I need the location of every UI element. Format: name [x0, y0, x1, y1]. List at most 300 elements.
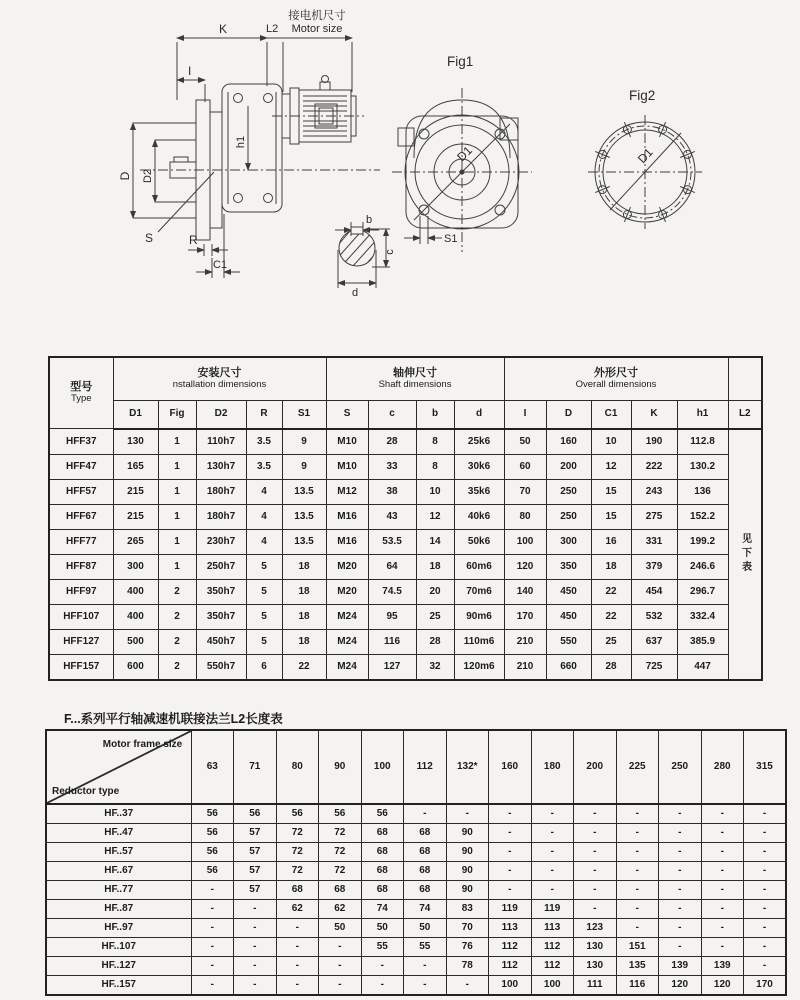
l2-length-value: - — [276, 976, 319, 996]
reducer-type: HFF37 — [49, 429, 113, 455]
l2-length-value: 130 — [574, 957, 617, 976]
dimension-value: 60 — [504, 454, 546, 479]
dimension-value: 18 — [282, 554, 326, 579]
fig1-d1-label: D1 — [454, 143, 475, 165]
l2-length-value: 62 — [319, 900, 362, 919]
l2-length-value: - — [446, 976, 489, 996]
dimension-value: 199.2 — [677, 529, 728, 554]
dimension-value: 112.8 — [677, 429, 728, 455]
column-header-fig: Fig — [158, 400, 196, 429]
dimension-value: 50 — [504, 429, 546, 455]
dimension-value: 10 — [591, 429, 631, 455]
l2-length-value: - — [659, 881, 702, 900]
reductor-type: HF..67 — [46, 862, 191, 881]
dimension-value: M16 — [326, 529, 368, 554]
column-header-s: S — [326, 400, 368, 429]
dimension-value: 35k6 — [454, 479, 504, 504]
l2-length-value: 72 — [276, 824, 319, 843]
l2-length-value: - — [744, 957, 787, 976]
shaft-section-drawing — [332, 222, 390, 288]
l2-length-value: - — [191, 881, 234, 900]
dimension-value: 95 — [368, 604, 416, 629]
dim-label-c1: C1 — [213, 259, 228, 271]
reducer-type: HFF157 — [49, 654, 113, 680]
motor-frame-col-71: 71 — [234, 730, 277, 804]
reducer-type: HFF47 — [49, 454, 113, 479]
table-row — [46, 862, 786, 881]
l2-length-value: 57 — [234, 824, 277, 843]
l2-length-value: - — [489, 881, 532, 900]
reductor-type: HF..47 — [46, 824, 191, 843]
l2-length-value: 68 — [361, 862, 404, 881]
dimension-value: 116 — [368, 629, 416, 654]
l2-length-value: - — [659, 938, 702, 957]
dimension-value: 3.5 — [246, 454, 282, 479]
dimension-value: 190 — [631, 429, 677, 455]
dimension-value: 13.5 — [282, 529, 326, 554]
l2-length-value: 112 — [531, 938, 574, 957]
l2-length-value: 50 — [361, 919, 404, 938]
dimension-value: M24 — [326, 654, 368, 680]
dimension-value: 296.7 — [677, 579, 728, 604]
dimension-value: 130 — [113, 429, 158, 455]
dimension-value: 70m6 — [454, 579, 504, 604]
l2-length-value: 90 — [446, 881, 489, 900]
l2-length-value: - — [744, 862, 787, 881]
dimension-value: 5 — [246, 554, 282, 579]
dimension-value: 70 — [504, 479, 546, 504]
l2-length-value: - — [616, 804, 659, 824]
l2-length-value: 56 — [361, 804, 404, 824]
dimension-value: 60m6 — [454, 554, 504, 579]
dim-label-h1: h1 — [235, 135, 247, 149]
dimension-value: 13.5 — [282, 479, 326, 504]
dimension-value: 6 — [246, 654, 282, 680]
dimension-value: 1 — [158, 429, 196, 455]
dimension-value: 210 — [504, 654, 546, 680]
header-installation — [113, 357, 326, 400]
dimension-value: 2 — [158, 654, 196, 680]
l2-length-value: - — [744, 804, 787, 824]
dimension-value: 33 — [368, 454, 416, 479]
dimension-value: 170 — [504, 604, 546, 629]
dim-label-r: R — [189, 233, 198, 247]
table-row — [49, 504, 762, 529]
l2-length-value: - — [191, 919, 234, 938]
dimension-value: 200 — [546, 454, 591, 479]
dimension-value: 265 — [113, 529, 158, 554]
l2-length-value: - — [234, 957, 277, 976]
l2-length-value: - — [744, 900, 787, 919]
l2-length-value: 57 — [234, 881, 277, 900]
l2-length-value: - — [319, 976, 362, 996]
l2-length-value: 55 — [361, 938, 404, 957]
dimension-value: 450h7 — [196, 629, 246, 654]
table-row — [46, 881, 786, 900]
dimension-value: 32 — [416, 654, 454, 680]
reducer-type: HFF87 — [49, 554, 113, 579]
l2-length-value: - — [659, 843, 702, 862]
reductor-type: HF..127 — [46, 957, 191, 976]
dimension-value: 120m6 — [454, 654, 504, 680]
dimension-value: 18 — [591, 554, 631, 579]
dimension-value: M20 — [326, 579, 368, 604]
l2-length-value: 57 — [234, 843, 277, 862]
dimension-value: 3.5 — [246, 429, 282, 455]
fig1-label: Fig1 — [447, 54, 474, 69]
l2-length-value: - — [659, 862, 702, 881]
l2-length-value: 90 — [446, 862, 489, 881]
dimension-value: 110m6 — [454, 629, 504, 654]
motor-frame-col-250: 250 — [659, 730, 702, 804]
dimension-value: 25 — [591, 629, 631, 654]
l2-length-value: - — [616, 862, 659, 881]
dimension-value: 400 — [113, 604, 158, 629]
dim-label-s1: S1 — [444, 233, 458, 245]
l2-length-value: - — [744, 938, 787, 957]
l2-length-value: - — [191, 938, 234, 957]
dimension-value: 1 — [158, 454, 196, 479]
dimension-value: 43 — [368, 504, 416, 529]
header-type — [49, 357, 113, 429]
l2-length-value: - — [404, 804, 447, 824]
reductor-type: HF..87 — [46, 900, 191, 919]
l2-length-value: 68 — [361, 824, 404, 843]
dimension-value: 5 — [246, 629, 282, 654]
dimension-value: M16 — [326, 504, 368, 529]
table-row — [46, 824, 786, 843]
l2-length-value: 78 — [446, 957, 489, 976]
dimension-value: 152.2 — [677, 504, 728, 529]
l2-length-value: - — [574, 900, 617, 919]
dimension-value: 9 — [282, 454, 326, 479]
dim-label-l2: L2 — [266, 23, 279, 35]
dimension-value: 13.5 — [282, 504, 326, 529]
l2-length-value: 56 — [191, 862, 234, 881]
l2-length-value: - — [659, 900, 702, 919]
dimension-value: 136 — [677, 479, 728, 504]
drawing-labels — [118, 8, 656, 299]
table-row — [49, 429, 762, 455]
l2-length-value: - — [744, 919, 787, 938]
dim-label-k: K — [219, 22, 228, 36]
l2-length-value: - — [191, 976, 234, 996]
dimension-value: 15 — [591, 479, 631, 504]
dimension-value: 400 — [113, 579, 158, 604]
table-row — [46, 804, 786, 824]
table-row — [49, 604, 762, 629]
dimension-value: 8 — [416, 454, 454, 479]
dimension-value: 210 — [504, 629, 546, 654]
dimension-value: 550 — [546, 629, 591, 654]
dimension-value: 160 — [546, 429, 591, 455]
l2-length-value: 170 — [744, 976, 787, 996]
dimension-value: 385.9 — [677, 629, 728, 654]
header-type-en: Type — [70, 392, 92, 404]
dimension-value: 14 — [416, 529, 454, 554]
table-row — [46, 919, 786, 938]
column-header-c: c — [368, 400, 416, 429]
motor-frame-col-180: 180 — [531, 730, 574, 804]
dimension-value: 332.4 — [677, 604, 728, 629]
corner-motor-frame-size: Motor frame size — [102, 739, 183, 750]
reductor-type: HF..37 — [46, 804, 191, 824]
l2-length-value: - — [744, 843, 787, 862]
dimension-value: 28 — [368, 429, 416, 455]
column-header-i: I — [504, 400, 546, 429]
dimension-value: 450 — [546, 604, 591, 629]
column-header-s1: S1 — [282, 400, 326, 429]
l2-length-value: 74 — [404, 900, 447, 919]
reducer-type: HFF97 — [49, 579, 113, 604]
dimension-value: 74.5 — [368, 579, 416, 604]
dimension-value: 12 — [416, 504, 454, 529]
table-row — [49, 629, 762, 654]
dimension-value: 246.6 — [677, 554, 728, 579]
l2-length-value: 112 — [489, 938, 532, 957]
side-view-drawing — [133, 38, 380, 278]
dimensions-table — [48, 356, 763, 681]
l2-length-value: 113 — [489, 919, 532, 938]
l2-length-value: - — [404, 957, 447, 976]
dimension-value: M12 — [326, 479, 368, 504]
l2-length-value: 112 — [489, 957, 532, 976]
l2-length-value: 68 — [404, 824, 447, 843]
l2-length-value: 74 — [361, 900, 404, 919]
dimension-value: 350h7 — [196, 579, 246, 604]
dim-label-d-small: d — [352, 287, 359, 299]
l2-length-value: - — [701, 804, 744, 824]
l2-length-value: 72 — [276, 862, 319, 881]
motor-size-label-en: Motor size — [291, 23, 343, 35]
header-installation-en: nstallation dimensions — [172, 378, 267, 390]
dimension-value: 165 — [113, 454, 158, 479]
l2-length-value: - — [276, 938, 319, 957]
motor-frame-col-80: 80 — [276, 730, 319, 804]
fig2-d1-label: D1 — [634, 145, 656, 167]
l2-length-value: 116 — [616, 976, 659, 996]
header-shaft — [326, 357, 504, 400]
dimension-value: 130h7 — [196, 454, 246, 479]
l2-length-value: - — [361, 957, 404, 976]
fig1-drawing — [392, 88, 532, 252]
l2-length-value: 83 — [446, 900, 489, 919]
l2-length-value: - — [701, 843, 744, 862]
motor-frame-col-280: 280 — [701, 730, 744, 804]
reductor-type: HF..97 — [46, 919, 191, 938]
l2-length-value: 135 — [616, 957, 659, 976]
column-header-h1: h1 — [677, 400, 728, 429]
dimension-value: 215 — [113, 479, 158, 504]
table-row — [49, 654, 762, 680]
l2-length-value: 62 — [276, 900, 319, 919]
dimension-value: 15 — [591, 504, 631, 529]
dimension-value: 28 — [591, 654, 631, 680]
l2-length-value: - — [276, 957, 319, 976]
dimension-value: 140 — [504, 579, 546, 604]
dimension-value: 500 — [113, 629, 158, 654]
dimension-value: 8 — [416, 429, 454, 455]
reductor-type: HF..157 — [46, 976, 191, 996]
header-installation-cn: 安装尺寸 — [197, 366, 242, 379]
dimension-value: 600 — [113, 654, 158, 680]
l2-length-value: - — [744, 881, 787, 900]
l2-length-value: - — [361, 976, 404, 996]
column-header-b: b — [416, 400, 454, 429]
dim-label-s: S — [145, 231, 154, 245]
dim-label-d2: D2 — [142, 168, 154, 184]
dimension-value: 2 — [158, 579, 196, 604]
dimension-value: 215 — [113, 504, 158, 529]
l2-length-value: 151 — [616, 938, 659, 957]
motor-frame-col-132: 132* — [446, 730, 489, 804]
reducer-type: HFF77 — [49, 529, 113, 554]
l2-length-value: 113 — [531, 919, 574, 938]
dimension-value: 725 — [631, 654, 677, 680]
l2-length-value: - — [191, 900, 234, 919]
l2-length-value: - — [531, 804, 574, 824]
dimension-value: 5 — [246, 579, 282, 604]
l2-length-value: - — [659, 919, 702, 938]
l2-length-value: - — [701, 824, 744, 843]
dim-label-c: c — [384, 249, 396, 255]
dimension-value: 532 — [631, 604, 677, 629]
l2-length-value: 50 — [404, 919, 447, 938]
column-header-d: D — [546, 400, 591, 429]
l2-length-value: - — [701, 881, 744, 900]
dimension-value: 5 — [246, 604, 282, 629]
header-overall-cn: 外形尺寸 — [594, 366, 639, 379]
l2-length-value: 123 — [574, 919, 617, 938]
l2-length-value: - — [701, 938, 744, 957]
l2-length-value: 56 — [234, 804, 277, 824]
l2-length-value: 139 — [659, 957, 702, 976]
dimension-value: 250 — [546, 504, 591, 529]
dimension-value: 250 — [546, 479, 591, 504]
table-row — [49, 579, 762, 604]
dimension-value: 18 — [416, 554, 454, 579]
l2-length-value: 111 — [574, 976, 617, 996]
table-row — [46, 976, 786, 996]
motor-frame-col-200: 200 — [574, 730, 617, 804]
dimension-value: 30k6 — [454, 454, 504, 479]
l2-length-value: 72 — [319, 862, 362, 881]
motor-frame-col-100: 100 — [361, 730, 404, 804]
l2-length-value: - — [404, 976, 447, 996]
dimension-value: 38 — [368, 479, 416, 504]
l2-length-value: 139 — [701, 957, 744, 976]
dimension-value: 379 — [631, 554, 677, 579]
l2-length-value: - — [574, 804, 617, 824]
dimension-value: 450 — [546, 579, 591, 604]
dimension-value: 20 — [416, 579, 454, 604]
l2-length-value: 56 — [191, 804, 234, 824]
dimension-value: 331 — [631, 529, 677, 554]
column-header-d: d — [454, 400, 504, 429]
reductor-type: HF..77 — [46, 881, 191, 900]
corner-header-cell — [46, 730, 191, 804]
dimension-value: 4 — [246, 529, 282, 554]
dimension-value: M10 — [326, 429, 368, 455]
l2-length-value: 100 — [531, 976, 574, 996]
l2-length-value: 55 — [404, 938, 447, 957]
l2-length-value: - — [574, 862, 617, 881]
l2-length-value: - — [319, 938, 362, 957]
dimension-value: 180h7 — [196, 504, 246, 529]
header-shaft-en: Shaft dimensions — [378, 378, 452, 390]
l2-length-value: - — [616, 824, 659, 843]
l2-length-value: 68 — [276, 881, 319, 900]
dimension-value: 18 — [282, 579, 326, 604]
dimension-value: 550h7 — [196, 654, 246, 680]
dimension-value: M24 — [326, 629, 368, 654]
dimension-value: 64 — [368, 554, 416, 579]
l2-length-value: - — [616, 881, 659, 900]
dimension-value: 25k6 — [454, 429, 504, 455]
l2-length-value: - — [531, 824, 574, 843]
dimension-value: 1 — [158, 529, 196, 554]
dimension-value: 25 — [416, 604, 454, 629]
motor-frame-col-225: 225 — [616, 730, 659, 804]
motor-size-label-cn: 接电机尺寸 — [288, 10, 346, 22]
l2-length-value: 56 — [191, 824, 234, 843]
dimension-value: 53.5 — [368, 529, 416, 554]
l2-length-value: - — [531, 862, 574, 881]
header-l2-spacer — [728, 357, 762, 400]
fig2-drawing — [588, 115, 702, 229]
dimension-value: 454 — [631, 579, 677, 604]
header-type-cn: 型号 — [70, 381, 93, 394]
reducer-type: HFF127 — [49, 629, 113, 654]
l2-length-value: - — [616, 919, 659, 938]
dimension-value: 2 — [158, 604, 196, 629]
reducer-type: HFF67 — [49, 504, 113, 529]
l2-length-value: - — [616, 900, 659, 919]
l2-table-title: F...系列平行轴减速机联接法兰L2长度表 — [64, 712, 283, 726]
table-row — [46, 957, 786, 976]
dimension-value: M20 — [326, 554, 368, 579]
reductor-type: HF..57 — [46, 843, 191, 862]
header-overall — [504, 357, 728, 400]
dimension-value: 50k6 — [454, 529, 504, 554]
dimension-value: 120 — [504, 554, 546, 579]
l2-length-value: 57 — [234, 862, 277, 881]
l2-length-value: 100 — [489, 976, 532, 996]
dimension-value: 4 — [246, 504, 282, 529]
dimension-value: 18 — [282, 629, 326, 654]
l2-length-value: 112 — [531, 957, 574, 976]
l2-length-value: 119 — [531, 900, 574, 919]
dimension-value: 350h7 — [196, 604, 246, 629]
dimension-value: 1 — [158, 479, 196, 504]
dimension-value: 18 — [282, 604, 326, 629]
dimension-value: 28 — [416, 629, 454, 654]
dimension-value: M24 — [326, 604, 368, 629]
technical-drawing — [0, 0, 800, 348]
dim-label-b: b — [366, 214, 373, 226]
l2-length-value: 120 — [659, 976, 702, 996]
motor-frame-col-112: 112 — [404, 730, 447, 804]
dimension-value: 1 — [158, 554, 196, 579]
reductor-type: HF..107 — [46, 938, 191, 957]
dimension-value: 300 — [546, 529, 591, 554]
l2-length-value: - — [234, 938, 277, 957]
dimension-value: 4 — [246, 479, 282, 504]
l2-length-value: - — [659, 804, 702, 824]
l2-length-value: - — [574, 843, 617, 862]
dimension-value: 80 — [504, 504, 546, 529]
l2-length-value: 68 — [361, 843, 404, 862]
